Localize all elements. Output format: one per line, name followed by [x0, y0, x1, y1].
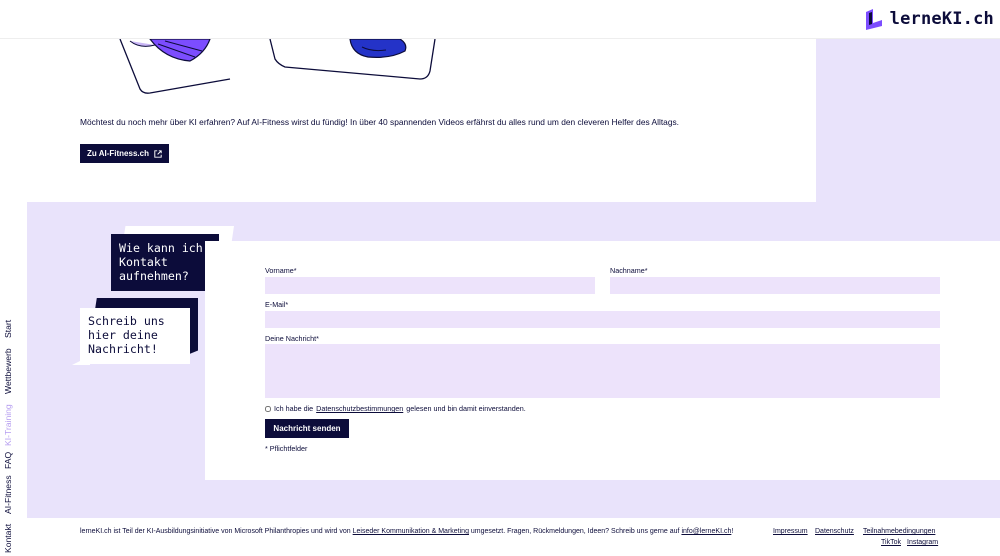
top-bar: [0, 0, 1000, 39]
send-message-button[interactable]: Nachricht senden: [265, 419, 349, 438]
nav-item-start[interactable]: Start: [3, 319, 13, 338]
consent-suffix: gelesen und bin damit einverstanden.: [406, 404, 526, 413]
consent-checkbox[interactable]: [265, 406, 271, 412]
agency-link[interactable]: Leiseder Kommunikation & Marketing: [352, 528, 469, 535]
footer-text: [80, 528, 733, 535]
nav-item-ai-fitness[interactable]: AI-Fitness: [3, 475, 13, 514]
terms-link[interactable]: Teilnahmebedingungen: [863, 528, 936, 535]
external-link-icon: [154, 150, 162, 158]
email-link[interactable]: info@lerneKI.ch: [681, 528, 732, 535]
privacy-link[interactable]: Datenschutz: [815, 528, 854, 535]
speech-bubble-question: Wie kann ich Kontakt aufnehmen?: [111, 234, 219, 291]
cta-label: Zu AI-Fitness.ch: [87, 149, 149, 158]
lavender-side-panel: [816, 39, 1000, 202]
logo-text: lerneKI.ch: [889, 9, 994, 29]
consent-row: [265, 404, 526, 413]
email-label: E-Mail*: [265, 300, 289, 309]
nav-item-faq[interactable]: FAQ: [3, 451, 13, 469]
intro-text: Möchtest du noch mehr über KI erfahren? Auf AI-Fitness wirst du fündig! In über 40 spannenden Videos erfährst du alles rund um den cleveren Helfer des Alltags.: [80, 117, 680, 127]
nav-item-wettbewerb[interactable]: Wettbewerb: [3, 348, 13, 394]
speech-bubble-answer: Schreib uns hier deine Nachricht!: [80, 308, 190, 364]
first-name-label: Vorname*: [265, 266, 297, 275]
first-name-input[interactable]: [265, 277, 595, 294]
message-label: Deine Nachricht*: [265, 334, 319, 343]
message-textarea[interactable]: [265, 344, 940, 398]
footer-text-suffix: !: [731, 528, 734, 535]
footer-text-middle: umgesetzt. Fragen, Rückmeldungen, Ideen? Schreib uns gerne auf: [468, 528, 682, 535]
last-name-input[interactable]: [610, 277, 940, 294]
side-navigation: [3, 300, 23, 553]
tiktok-link[interactable]: TikTok: [881, 539, 901, 546]
illustration-cards: [110, 39, 440, 99]
logo-icon: [864, 7, 884, 31]
last-name-label: Nachname*: [610, 266, 648, 275]
required-fields-note: * Pflichtfelder: [265, 444, 308, 453]
nav-item-kontakt[interactable]: Kontakt: [3, 523, 13, 553]
consent-prefix: Ich habe die: [274, 404, 314, 413]
footer-text-prefix: lerneKI.ch ist Teil der KI-Ausbildungsinitiative von Microsoft Philanthropies und wird von: [80, 528, 353, 535]
site-logo[interactable]: [864, 7, 994, 31]
ai-fitness-link-button[interactable]: [80, 144, 169, 163]
email-input[interactable]: [265, 311, 940, 328]
privacy-policy-link[interactable]: Datenschutzbestimmungen: [316, 404, 404, 413]
nav-item-ki-training[interactable]: KI-Training: [3, 404, 13, 446]
instagram-link[interactable]: Instagram: [907, 539, 939, 546]
impressum-link[interactable]: Impressum: [773, 528, 808, 535]
